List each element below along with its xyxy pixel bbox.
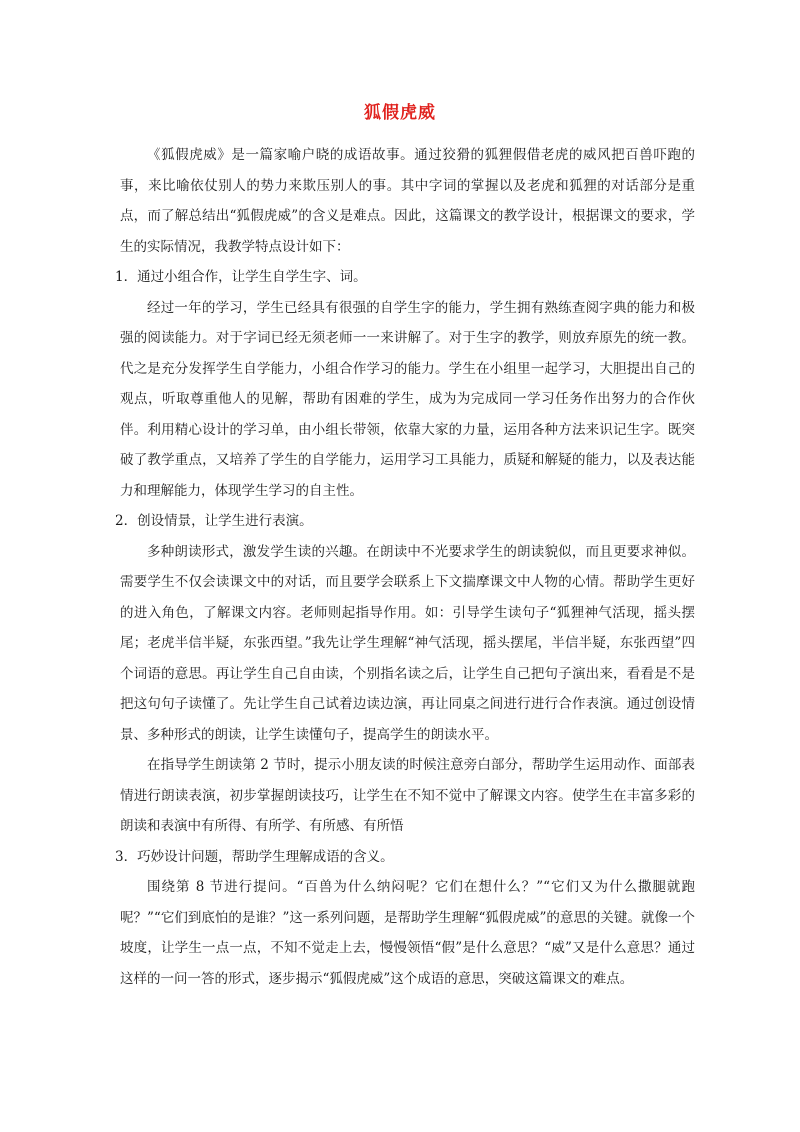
section-heading-1: 1．通过小组合作，让学生自学生字、词。 [115,269,367,285]
document-body [115,140,695,994]
paragraph-section-2b: 在指导学生朗读第 2 节时，提示小朋友读的时候注意旁白部分，帮助学生运用动作、面部表情进行朗读表演，初步掌握朗读技巧，让学生在不知不觉中了解课文内容。使学生在丰富多彩的朗读和表演中有所得、有所学、有所感、有所悟 [120,757,695,834]
page-title: 狐假虎威 [364,103,436,123]
paragraph-section-3: 围绕第 8 节进行提问。“百兽为什么纳闷呢？它们在想什么？”“它们又为什么撒腿就跑呢？”“它们到底怕的是谁？”这一系列问题，是帮助学生理解“狐假虎威”的意思的关键。就像一个坡度，让学生一点一点，不知不觉走上去，慢慢领悟“假”是什么意思？“威”又是什么意思？通过这样的一问一答的形式，逐步揭示“狐假虎威”这个成语的意思，突破这篇课文的难点。 [120,879,695,987]
section-heading-3: 3．巧妙设计问题，帮助学生理解成语的含义。 [115,848,394,865]
paragraph-section-1: 经过一年的学习，学生已经具有很强的自学生字的能力，学生拥有熟练查阅字典的能力和极强的阅读能力。对于字词已经无须老师一一来讲解了。对于生字的教学，则放弃原先的统一教。代之是充分发挥学生自学能力，小组合作学习的能力。学生在小组里一起学习，大胆提出自己的观点，听取尊重他人的见解，帮助有困难的学生，成为为完成同一学习任务作出努力的合作伙伴。利用精心设计的学习单，由小组长带领，依靠大家的力量，运用各种方法来识记生字。既突破了教学重点，又培养了学生的自学能力，运用学习工具能力，质疑和解疑的能力，以及表达能力和理解能力，体现学生学习的自主性。 [120,299,695,499]
paragraph-intro: 《狐假虎威》是一篇家喻户晓的成语故事。通过狡猾的狐狸假借老虎的威风把百兽吓跑的事，来比喻依仗别人的势力来欺压别人的事。其中字词的掌握以及老虎和狐狸的对话部分是重点，而了解总结出“狐假虎威”的含义是难点。因此，这篇课文的教学设计，根据课文的要求，学生的实际情况，我教学特点设计如下： [120,147,695,255]
section-heading-2: 2．创设情景，让学生进行表演。 [115,513,313,529]
paragraph-section-2a: 多种朗读形式，激发学生读的兴趣。在朗读中不光要求学生的朗读貌似，而且更要求神似。需要学生不仅会读课文中的对话，而且要学会联系上下文揣摩课文中人物的心情。帮助学生更好的进入角色，了解课文内容。老师则起指导作用。如：引导学生读句子“狐狸神气活现，摇头摆尾；老虎半信半疑，东张西望。”我先让学生理解“神气活现，摇头摆尾，半信半疑，东张西望”四个词语的意思。再让学生自己自由读，个别指名读之后，让学生自己把句子演出来，看看是不是把这句句子读懂了。先让学生自己试着边读边演，再让同桌之间进行进行合作表演。通过创设情景、多种形式的朗读，让学生读懂句子，提高学生的朗读水平。 [120,543,695,743]
